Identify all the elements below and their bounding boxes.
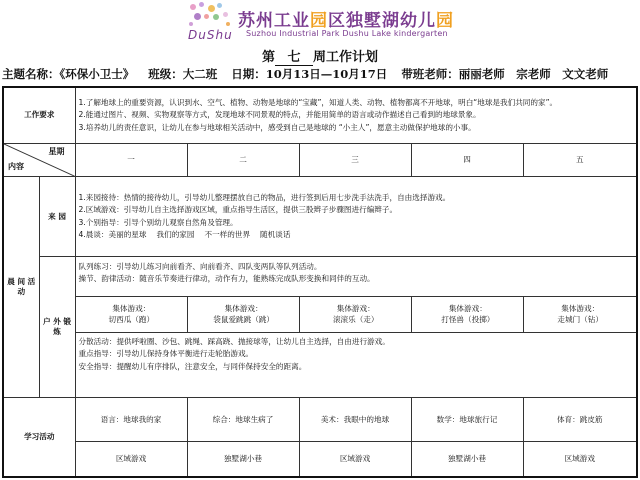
learning-mon: 语言：地球我的家 <box>75 398 187 442</box>
outdoor-details <box>75 257 637 398</box>
day-header-fri: 五 <box>523 143 637 176</box>
outdoor-item: 操节、韵律活动：随音乐节奏进行律动，动作有力，能熟练完成队形变换和同伴的互动。 <box>78 274 375 284</box>
game-mon: 区域游戏 <box>75 442 187 477</box>
learning-fri: 体育：跳皮筋 <box>523 398 637 442</box>
day-header-thu: 四 <box>411 143 523 176</box>
group-game-wed: 集体游戏： 滚滚乐（走） <box>300 297 412 332</box>
game-thu: 独墅湖小巷 <box>411 442 523 477</box>
game-tue: 独墅湖小巷 <box>187 442 299 477</box>
plan-title: 第 七 周工作计划 <box>0 46 640 66</box>
theme-name: 主题名称：《环保小卫士》 <box>2 67 135 81</box>
content-label: 内容 <box>8 162 24 172</box>
logo-chinese-name: 苏州工业园区独墅湖幼儿园 <box>238 11 454 31</box>
work-requirements-label: 工作要求 <box>3 87 75 143</box>
weekly-plan-table <box>2 86 638 478</box>
date-range: 日期：10月13日—10月17日 <box>231 67 388 81</box>
week-label: 星期 <box>48 146 65 156</box>
day-header-mon: 一 <box>75 143 187 176</box>
group-game-thu: 集体游戏： 打怪兽（投掷） <box>412 297 524 332</box>
game-wed: 区域游戏 <box>299 442 411 477</box>
arrival-item: 1.来园接待：热情的接待幼儿，引导幼儿整理摆放自己的物品，进行签到后用七步洗手法洗手，自由选择游戏。 <box>78 193 451 203</box>
learning-tue: 综合：地球生病了 <box>187 398 299 442</box>
outdoor-intro <box>76 258 637 296</box>
outdoor-guidance-item: 分散活动：提供呼啦圈、沙包、跳绳、踩高跷、抛接球等，让幼儿自主选择，自由进行游戏。 <box>78 337 390 347</box>
logo-english-name: Suzhou Industrial Park Dushu Lake kindergarten <box>246 29 448 38</box>
learning-wed: 美术：我眼中的地球 <box>299 398 411 442</box>
week-content-header <box>3 143 75 176</box>
arrival-details <box>75 176 637 256</box>
requirement-item: 3.培养幼儿的责任意识，让幼儿在参与地球相关活动中，感受到自己是地球的 “小主人”，愿意主动做保护地球的小事。 <box>78 122 476 132</box>
outdoor-guidance-item: 重点指导：引导幼儿保持身体平衡进行走轮胎游戏。 <box>78 349 254 359</box>
group-game-mon: 集体游戏： 切西瓜（跑） <box>76 297 188 332</box>
group-game-tue: 集体游戏： 袋鼠爱跳跳（跳） <box>188 297 300 332</box>
logo-mark-text: DuShu <box>188 28 233 42</box>
outdoor-item: 队列练习：引导幼儿练习向前看齐、向前看齐、四队变两队等队列活动。 <box>78 262 322 272</box>
arrival-label: 来 园 <box>39 176 75 256</box>
arrival-item: 4.晨谈：美丽的星球 我们的家园 不一样的世界 随机谈话 <box>78 229 291 239</box>
game-fri: 区域游戏 <box>523 442 637 477</box>
group-game-fri: 集体游戏： 走城门（钻） <box>557 304 603 324</box>
requirement-item: 2.能通过图片、视频、实物观察等方式，发现地球不同景观的特点，并能用简单的语言或动作描述自己看到的地球景象。 <box>78 110 481 120</box>
class-name: 班级：大二班 <box>148 67 218 81</box>
morning-activity-label: 晨 间 活动 <box>3 176 39 397</box>
teachers: 带班老师：丽丽老师 宗老师 文文老师 <box>401 67 609 81</box>
arrival-item: 3.个别指导：引导个别幼儿观察自然角及管理。 <box>78 217 238 227</box>
kindergarten-logo <box>186 2 476 46</box>
outdoor-exercise-label: 户 外 锻 炼 <box>39 257 75 398</box>
work-requirements <box>75 87 637 143</box>
week-number: 七 <box>275 46 313 66</box>
learning-activity-label: 学习活动 <box>3 398 75 477</box>
plan-info-line <box>2 66 638 82</box>
arrival-item: 2.区域游戏：引导幼儿自主选择游戏区域，重点指导生活区，提供三股辫子步骤图进行编辫子。 <box>78 205 398 215</box>
day-header-wed: 三 <box>299 143 411 176</box>
outdoor-guidance-item: 安全指导：提醒幼儿有序排队，注意安全，与同伴保持安全的距离。 <box>78 361 307 371</box>
learning-thu: 数学：地球旅行记 <box>411 398 523 442</box>
group-games-row <box>76 296 637 332</box>
requirement-item: 1.了解地球上的重要资源，认识到水、空气、植物、动物是地球的“宝藏”，知道人类、动物、植物都离不开地球，明白“地球是我们共同的家”。 <box>78 98 558 108</box>
outdoor-guidance <box>76 332 637 396</box>
day-header-tue: 二 <box>187 143 299 176</box>
